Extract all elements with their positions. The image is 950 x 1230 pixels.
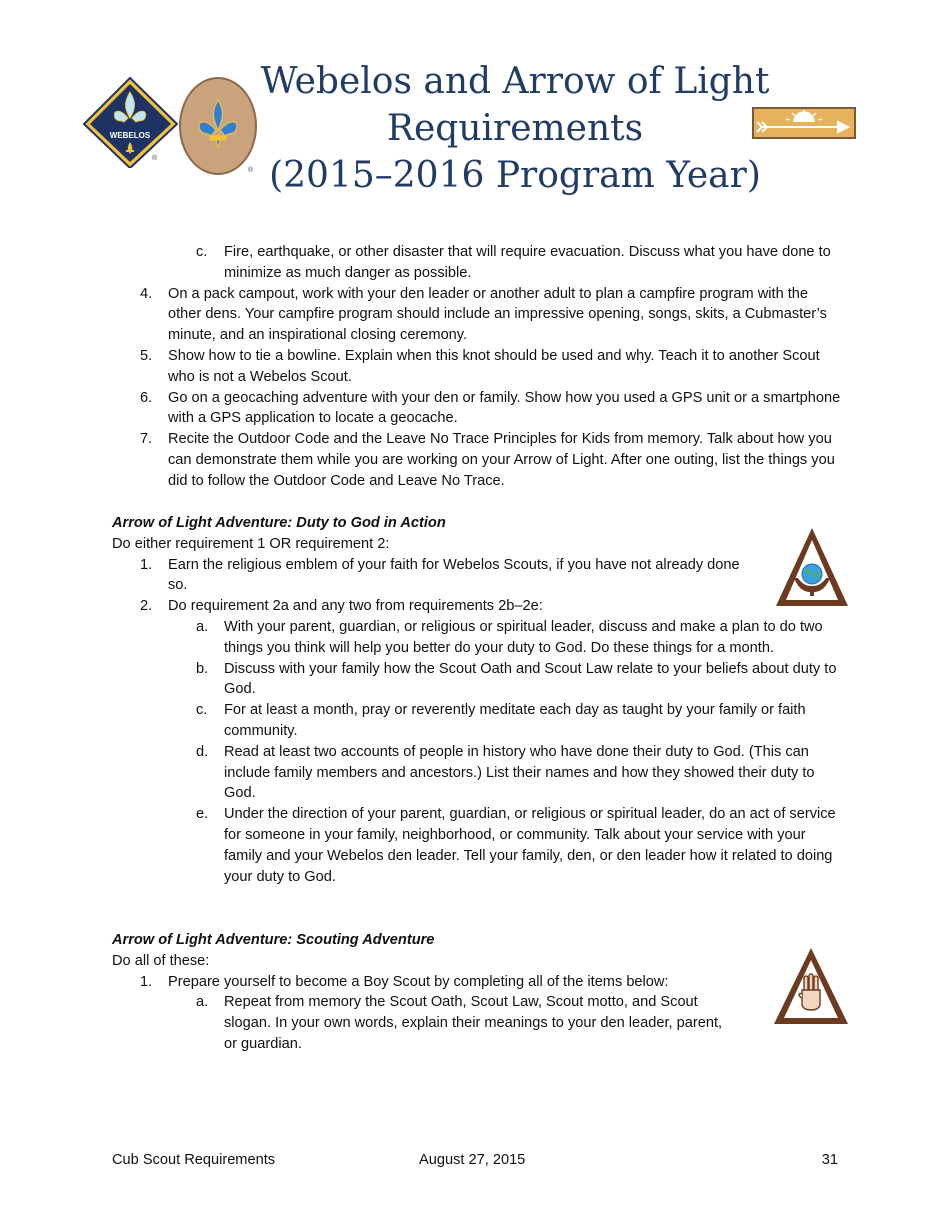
item-letter: c. <box>196 702 208 719</box>
scout-sign-emblem <box>772 946 850 1026</box>
webelos-badge-text: WEBELOS <box>109 131 151 140</box>
list-item <box>112 992 842 1054</box>
list-item <box>112 700 842 742</box>
page-number: 31 <box>821 1152 838 1168</box>
item-letter: a. <box>196 994 209 1011</box>
item-number: 1. <box>140 556 153 573</box>
duty-to-god-emblem <box>774 526 850 608</box>
list-item <box>112 388 842 430</box>
webelos-badge <box>82 76 182 168</box>
title-line-3: (2015–2016 Program Year) <box>269 155 761 196</box>
item-text: For at least a month, pray or reverently meditate each day as taught by your family or faith community. <box>224 702 806 739</box>
registered-mark: ® <box>152 155 158 162</box>
item-text: Prepare yourself to become a Boy Scout by completing all of the items below: <box>168 973 669 990</box>
item-number: 2. <box>140 598 153 615</box>
list-item <box>112 242 842 284</box>
footer-date: August 27, 2015 <box>419 1152 526 1168</box>
section-title: Arrow of Light Adventure: Duty to God in Action <box>112 515 446 531</box>
list-item <box>112 596 842 617</box>
list-item <box>112 284 842 346</box>
title-line-1: Webelos and Arrow of Light <box>260 61 770 102</box>
list-item <box>112 617 842 659</box>
item-text: On a pack campout, work with your den leader or another adult to plan a campfire program with the other dens. Your campfire program should include an impressive opening, songs, skits, a Cubmaster’s minute, and an inspirational closing ceremony. <box>168 285 827 344</box>
item-letter: c. <box>196 244 208 260</box>
item-text: Read at least two accounts of people in history who have done their duty to God. (This can include family members and ancestors.) List their names and how they showed their duty to God. <box>224 743 815 802</box>
item-number: 4. <box>140 285 153 302</box>
item-letter: d. <box>196 743 209 760</box>
list-item <box>112 659 842 701</box>
arrow-of-light-rank-badge <box>752 107 856 139</box>
footer-document-name: Cub Scout Requirements <box>112 1152 276 1168</box>
list-item <box>112 804 842 887</box>
section-title: Arrow of Light Adventure: Scouting Adventure <box>112 932 435 948</box>
item-number: 1. <box>140 973 153 990</box>
item-text: Fire, earthquake, or other disaster that will require evacuation. Discuss what you have done to minimize as much danger as possible. <box>224 244 831 281</box>
item-text: Repeat from memory the Scout Oath, Scout Law, Scout motto, and Scout slogan. In your own words, explain their meanings to your den leader, parent, or guardian. <box>224 994 723 1052</box>
registered-mark: ® <box>248 167 254 174</box>
scouting-adventure-section <box>112 930 842 1055</box>
item-text: Show how to tie a bowline. Explain when this knot should be used and why. Teach it to another Scout who is not a Webelos Scout. <box>168 347 820 385</box>
item-number: 7. <box>140 431 153 448</box>
item-text: Under the direction of your parent, guardian, or religious or spiritual leader, do an act of service for someone in your family, neighborhood, or community. Talk about your service with your family and your Webelos den leader. Tell your family, den, or den leader how it related to doing your duty to God. <box>224 806 836 885</box>
page-title <box>260 58 770 199</box>
duty-to-god-section <box>112 513 842 887</box>
list-item <box>112 742 842 804</box>
list-item <box>112 972 842 993</box>
item-text: Earn the religious emblem of your faith for Webelos Scouts, if you have not already done so. <box>168 556 740 594</box>
item-text: Discuss with your family how the Scout Oath and Scout Law relate to your beliefs about duty to God. <box>224 660 837 698</box>
list-item <box>112 429 842 491</box>
item-number: 6. <box>140 389 153 406</box>
item-letter: e. <box>196 806 209 823</box>
list-item <box>112 555 842 597</box>
page-header <box>0 0 950 240</box>
section-intro: Do all of these: <box>112 952 210 969</box>
title-line-2: Requirements <box>386 108 644 149</box>
top-requirements-list <box>112 242 842 492</box>
globe-icon <box>802 564 822 584</box>
page-footer <box>112 1152 838 1174</box>
item-text: Recite the Outdoor Code and the Leave No Trace Principles for Kids from memory. Talk about how you can demonstrate them while you are working on your Arrow of Light. After one outing, list the things you did to follow the Outdoor Code and Leave No Trace. <box>168 431 835 489</box>
item-text: With your parent, guardian, or religious or spiritual leader, discuss and make a plan to do two things you think will help you better do your duty to God. Do these things for a month. <box>224 618 823 656</box>
item-letter: b. <box>196 660 209 677</box>
item-text: Do requirement 2a and any two from requirements 2b–2e: <box>168 598 543 615</box>
item-letter: a. <box>196 618 209 635</box>
arrow-of-light-oval-badge <box>178 76 262 176</box>
item-text: Go on a geocaching adventure with your den or family. Show how you used a GPS unit or a smartphone with a GPS application to locate a geocache. <box>168 389 841 427</box>
list-item <box>112 346 842 388</box>
item-number: 5. <box>140 347 153 364</box>
section-intro: Do either requirement 1 OR requirement 2: <box>112 535 390 552</box>
